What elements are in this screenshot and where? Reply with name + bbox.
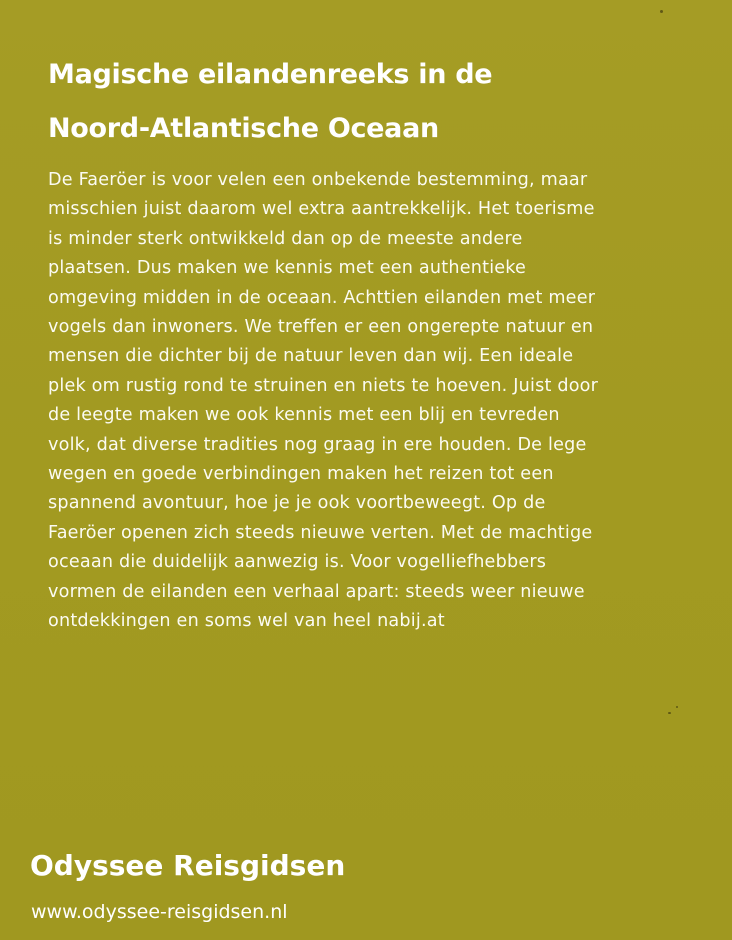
blurb-line: Faeröer openen zich steeds nieuwe verten. Met de machtige: [48, 522, 593, 543]
blurb-line: plaatsen. Dus maken we kennis met een authentieke: [48, 258, 527, 279]
blurb-line: plek om rustig rond te struinen en niets te hoeven. Juist door: [48, 375, 599, 396]
blurb-line: de leegte maken we ook kennis met een blij en tevreden: [48, 405, 560, 426]
blurb-line: vogels dan inwoners. We treffen er een ongerepte natuur en: [48, 317, 594, 338]
blurb-line: mensen die dichter bij de natuur leven dan wij. Een ideale: [48, 346, 574, 367]
cover-heading: [48, 48, 688, 156]
blurb-paragraph: [48, 166, 708, 637]
blurb-line: wegen en goede verbindingen maken het reizen tot een: [48, 464, 554, 485]
blurb-line: vormen de eilanden een verhaal apart: steeds weer nieuwe: [48, 581, 585, 602]
blurb-line: is minder sterk ontwikkeld dan op de meeste andere: [48, 228, 523, 249]
publisher-name: Odyssee Reisgidsen: [30, 849, 346, 882]
blurb-line: oceaan die duidelijk aanwezig is. Voor vogelliefhebbers: [48, 552, 547, 573]
blurb-line: omgeving midden in de oceaan. Achttien eilanden met meer: [48, 287, 596, 308]
heading-line: Magische eilandenreeks in de: [48, 59, 493, 90]
print-speck: [668, 712, 671, 714]
blurb-line: ontdekkingen en soms wel van heel nabij.at: [48, 611, 445, 632]
blurb-line: volk, dat diverse tradities nog graag in ere houden. De lege: [48, 434, 587, 455]
print-speck: [676, 706, 678, 708]
print-speck: [660, 10, 663, 13]
publisher-url: www.odyssee-reisgidsen.nl: [31, 901, 288, 923]
blurb-line: spannend avontuur, hoe je je ook voortbeweegt. Op de: [48, 493, 546, 514]
heading-line: Noord-Atlantische Oceaan: [48, 113, 439, 144]
blurb-line: De Faeröer is voor velen een onbekende bestemming, maar: [48, 170, 588, 190]
blurb-line: misschien juist daarom wel extra aantrekkelijk. Het toerisme: [48, 199, 595, 220]
